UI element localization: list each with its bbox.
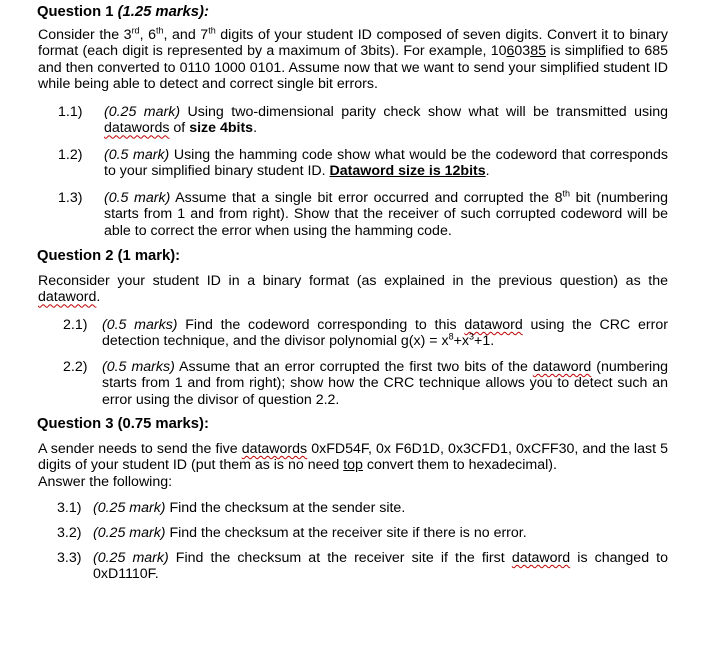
item-text: Find the checksum at the receiver site if the first <box>168 550 512 566</box>
q3-answer-prompt: Answer the following: <box>38 474 173 490</box>
item-sup: th <box>562 188 571 199</box>
q1-intro-part: , 6 <box>139 27 156 43</box>
item-body <box>93 550 668 583</box>
q1-intro-underlined-digit: 6 <box>506 43 515 60</box>
q1-intro-part: is simplified to 685 and then converted to 0110 1000 0101. Assume now that we want to send your simplified student ID while being able to detect and correct single bit errors. <box>38 43 668 93</box>
item-spell-flagged-word: dataword <box>511 550 571 566</box>
item-sup: 3 <box>469 331 475 342</box>
item-text: Find the checksum at the receiver site if there is no error. <box>165 525 527 541</box>
item-mark: (0.5 mark) <box>104 147 170 163</box>
item-mark: (0.25 mark) <box>104 104 181 120</box>
q1-intro-sup: th <box>156 25 164 36</box>
item-number: 3.3) <box>57 550 82 566</box>
item-mark: (0.25 mark) <box>93 550 169 566</box>
item-bold-underlined-text: Dataword size is 12bits <box>329 163 486 180</box>
item-body <box>102 317 668 350</box>
q3-item-3-3 <box>57 550 668 584</box>
q2-intro-part: Reconsider your student ID in a binary format (as explained in the previous question) as the <box>38 273 668 289</box>
q2-intro-part: . <box>96 289 101 306</box>
item-body <box>93 500 668 516</box>
item-text: Find the codeword corresponding to this <box>177 317 465 333</box>
q3-intro-part: 0xFD54F, 0x F6D1D, 0x3CFD1, 0xCFF30, and the last 5 digits of your student ID (put them as is no need <box>38 441 668 474</box>
item-mark: (0.5 marks) <box>102 317 178 333</box>
item-sup: 8 <box>448 331 454 342</box>
q2-intro-spell-flagged-word: dataword <box>38 289 97 306</box>
q2-intro <box>38 273 668 306</box>
item-text: using the CRC error detection technique, and the divisor polynomial g(x) = x <box>102 317 668 350</box>
q1-intro-sup: th <box>208 25 216 36</box>
q1-intro <box>38 27 668 93</box>
q1-item-1-3 <box>58 190 668 240</box>
item-spell-flagged-word: datawords <box>104 120 170 137</box>
item-text: . <box>485 163 490 180</box>
item-text: . <box>253 120 258 137</box>
q3-item-3-1 <box>57 500 668 518</box>
item-text: +x <box>453 333 470 350</box>
item-body <box>104 147 668 180</box>
item-body <box>93 525 668 541</box>
q1-intro-underlined-digits: 85 <box>530 43 546 60</box>
item-text: Find the checksum at the sender site. <box>165 500 406 516</box>
item-spell-flagged-word: dataword <box>464 317 523 333</box>
q3-intro-spell-flagged-word: datawords <box>241 441 308 457</box>
q1-title-marks: (1.25 marks): <box>117 4 209 20</box>
item-mark: (0.25 mark) <box>93 525 166 541</box>
q3-intro <box>38 441 668 474</box>
item-text: Assume that an error corrupted the first two bits of the <box>174 359 533 375</box>
item-text: Assume that a single bit error occurred and corrupted the 8 <box>170 190 563 206</box>
item-text: +1. <box>474 333 495 350</box>
q3-intro-underlined-word: top <box>343 457 363 474</box>
item-number: 1.3) <box>58 190 83 206</box>
q3-intro-part: convert them to hexadecimal). <box>362 457 557 474</box>
q2-title: Question 2 (1 mark): <box>37 248 181 264</box>
item-mark: (0.5 marks) <box>102 359 175 375</box>
item-body <box>102 359 668 408</box>
q3-title: Question 3 (0.75 marks): <box>37 416 209 432</box>
q1-item-1-2 <box>58 147 668 181</box>
q1-title-text: Question 1 <box>37 4 118 20</box>
item-mark: (0.5 mark) <box>104 190 171 206</box>
item-number: 2.1) <box>63 317 88 333</box>
item-bold-text: size 4bits <box>189 120 254 137</box>
item-text: Using the hamming code show what would be the codeword that corresponds to your simplified binary student ID. <box>104 147 669 180</box>
q2-item-2-2 <box>63 359 668 409</box>
item-mark: (0.25 mark) <box>93 500 166 516</box>
q1-intro-part: 03 <box>514 43 531 60</box>
item-body <box>104 190 668 239</box>
item-text: bit (numbering starts from 1 and from right). Show that the receiver of such corrupted codeword will be able to correct the error when using the hamming code. <box>104 190 668 239</box>
q1-intro-part: digits of your student ID composed of seven digits. Convert it to binary format (each digit is represented by a maximum of 3bits). For example, 10 <box>38 27 668 60</box>
item-text: (numbering starts from 1 and from right); show how the CRC technique allows you to detect such an error using the divisor of question 2.2. <box>102 359 668 408</box>
item-text: of <box>169 120 190 137</box>
q1-title <box>37 4 209 21</box>
q1-intro-sup: rd <box>131 25 140 36</box>
item-text: Using two-dimensional parity check show what will be transmitted using <box>180 104 668 120</box>
q3-item-3-2 <box>57 525 668 543</box>
item-number: 1.1) <box>58 104 83 120</box>
q1-intro-part: Consider the 3 <box>38 27 132 43</box>
q2-item-2-1 <box>63 317 668 351</box>
q1-item-1-1 <box>58 104 668 138</box>
q1-intro-part: , and 7 <box>163 27 209 43</box>
item-number: 1.2) <box>58 147 83 163</box>
item-spell-flagged-word: dataword <box>532 359 592 375</box>
item-number: 3.2) <box>57 525 82 541</box>
item-body <box>104 104 668 137</box>
item-number: 2.2) <box>63 359 88 375</box>
q3-intro-part: A sender needs to send the five <box>38 441 242 457</box>
item-text: is changed to 0xD1110F. <box>93 550 669 583</box>
item-number: 3.1) <box>57 500 82 516</box>
